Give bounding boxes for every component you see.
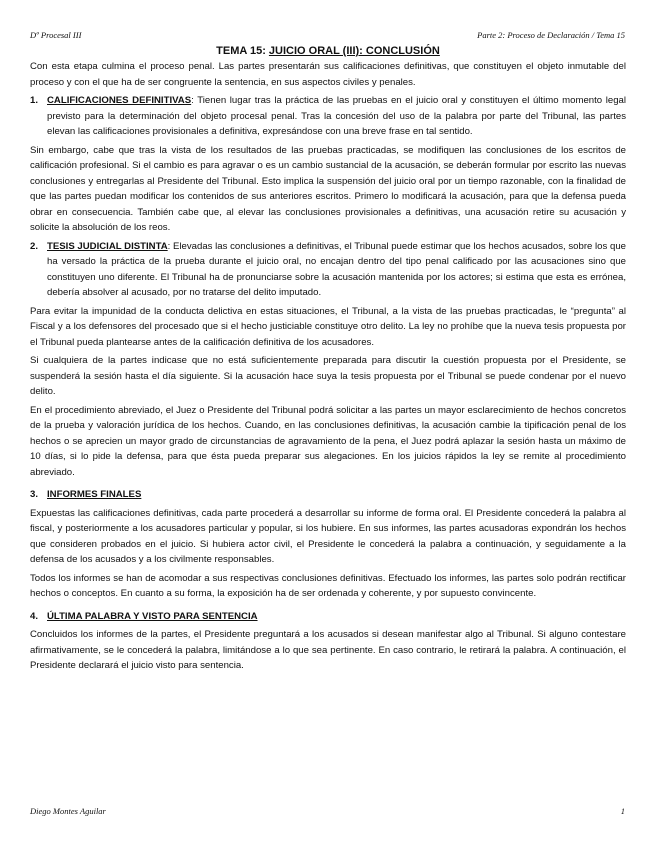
paragraph: Si cualquiera de la partes indicase que no está suficientemente preparada para discutir la cuestión propuesta por el Presidente, se suspenderá la sesión hasta el día siguiente. Si la acusación hace suya la tesis propuesta por el Tribunal se puede condenar por el nuevo delito. [30,355,626,397]
title-underlined: JUICIO ORAL (III): CONCLUSIÓN [268,45,440,57]
section-number: 1. [30,95,39,106]
section-number: 3. [30,489,39,500]
section-text: : Tienen lugar tras la práctica de las pruebas en el juicio oral y constituyen el último momento legal previsto para la determinación del objeto procesal penal. Tras la concesión del uso de la palabra por parte del Tribunal, las partes elevan las calificaciones provisionales a definitiva, expresándose con una breve frase en tal sentido. [47,95,626,137]
page-number: 1 [620,806,625,816]
paragraph: En el procedimiento abreviado, el Juez o Presidente del Tribunal podrá solicitar a las partes un mayor esclarecimiento de hechos concretos de la prueba y valoración jurídica de los hechos. Cuando, en las conclusiones definitivas, la acusación cambie la tipificación penal de los hechos o se aprecien un mayor grado de circunstancias de agravamiento de la pena, el Juez podrá aplazar la sesión hasta un máximo de 10 días, si lo pide la defensa, para que ésta pueda preparar sus alegaciones. En los juicios rápidos la ley se remite al procedimiento abreviado. [30,404,626,478]
page-header [30,30,625,42]
paragraph: Concluidos los informes de la partes, el Presidente preguntará a los acusados si desean manifestar algo al Tribunal. Si alguno contestare afirmativamente, se le concederá la palabra, limitándose a lo que sea pertinente. En caso contrario, le retirará la palabra. A continuación, el Presidente declarará el juicio visto para sentencia. [30,629,626,671]
paragraph: Para evitar la impunidad de la conducta delictiva en estas situaciones, el Tribunal, a la vista de las pruebas practicadas, le “pregunta” al Fiscal y a los defensores del procesado que si el hecho justiciable constituye otro delito. La ley no prohíbe que la nueva tesis propuesta por el Tribunal pueda plantearse antes de la calificación definitiva de los acusadores. [30,305,626,348]
paragraph: Todos los informes se han de acomodar a sus respectivas conclusiones definitivas. Efectuado los informes, las partes solo podrán rectificar hechos o conceptos. En cuanto a su forma, la exposición ha de ser ordenada y coherente, y por supuesto convincente. [30,572,626,599]
section-number: 2. [30,240,39,252]
header-course: Dº Procesal III [30,30,82,40]
paragraph: Expuestas las calificaciones definitivas, cada parte procederá a desarrollar su informe de forma oral. El Presidente concederá la palabra al fiscal, y posteriormente a los acusadores particular y popular, si los hubiere. En sus informes, las partes acusadoras expondrán los hechos que consideren probados en el juicio. Si hubiera actor civil, el Presidente le concederá la palabra a continuación, y seguidamente a la defensa de los acusados y a los civilmente responsables. [30,507,626,565]
title-prefix: TEMA 15: [216,45,269,57]
section-heading: TESIS JUDICIAL DISTINTA [47,240,168,252]
section-text: : Elevadas las conclusiones a definitivas, el Tribunal puede estimar que los hechos acusados, sobre los que ha versado la práctica de la prueba durante el juicio oral, no encajan dentro del tipo penal calificado por las acusaciones sino que constituyen uno diferente. El Tribunal ha de pronunciarse sobre la acusación mantenida por los actores; si estima que esta es errónea, debería absolver al acusado, por no tratarse del delito imputado. [47,240,626,298]
page-footer [30,806,625,818]
section-heading: INFORMES FINALES [47,489,142,500]
section-heading: ÚLTIMA PALABRA Y VISTO PARA SENTENCIA [47,610,258,622]
intro-paragraph: Con esta etapa culmina el proceso penal. Las partes presentarán sus calificaciones definitivas, que constituyen el objeto inmutable del proceso y con el que ha de ser congruente la sentencia, en sus aspectos civiles y penales. [30,61,626,88]
section-2 [30,239,626,301]
paragraph: Sin embargo, cabe que tras la vista de los resultados de las pruebas practicadas, se modifiquen las conclusiones de los escritos de calificación profesional. Si el cambio es para agravar o es un cambio sustancial de la acusación, se deberán formular por escrito las nuevas conclusiones y entregarlas al Presidente del Tribunal. Esto implica la suspensión del juicio oral por un tiempo razonable, con la finalidad de que las partes puedan modificar los contenidos de sus anteriores escritos. Primero lo modificará la acusación, para que la defensa pueda obrar en consecuencia. También cabe que, al elevar las conclusiones provisionales a definitivas, una acusación retire su acusación y solicite la absolución de los reos. [30,144,626,233]
section-3 [30,487,626,503]
footer-author: Diego Montes Aguilar [30,806,106,816]
page-title [30,44,626,59]
section-1 [30,93,626,140]
document-body [30,44,626,677]
header-section: Parte 2: Proceso de Declaración / Tema 15 [477,30,625,40]
section-4 [30,609,626,625]
section-heading: CALIFICACIONES DEFINITIVAS [47,95,192,106]
section-number: 4. [30,610,39,622]
